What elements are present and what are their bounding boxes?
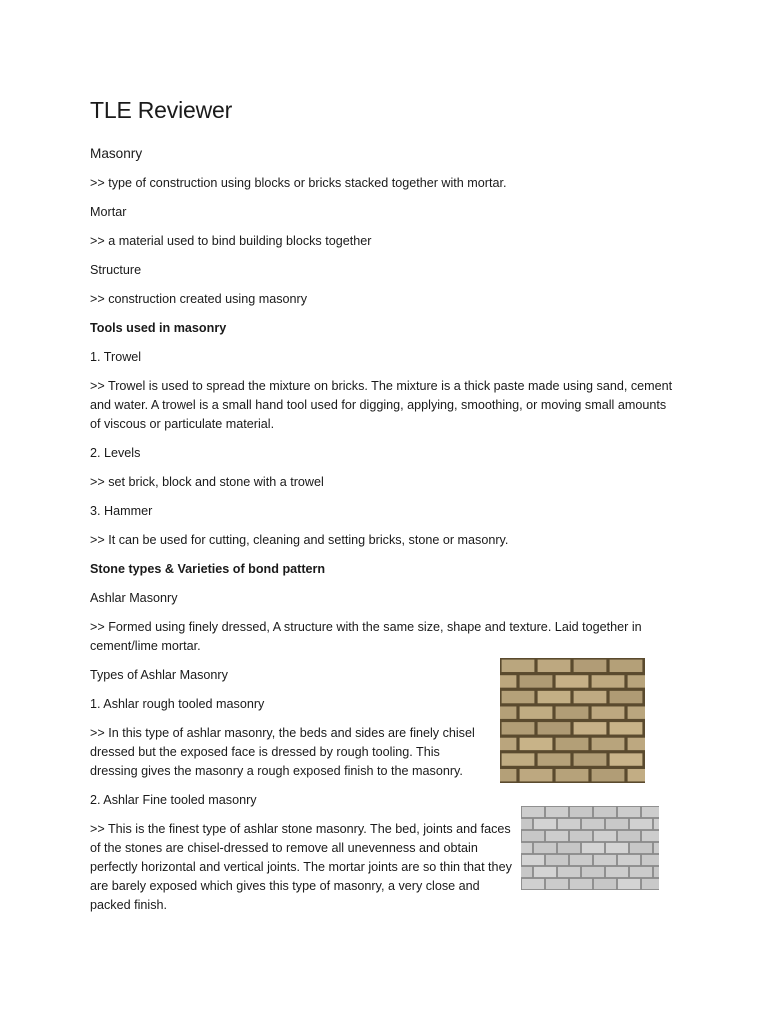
tools-heading: Tools used in masonry bbox=[90, 321, 227, 335]
structure-definition: >> construction created using masonry bbox=[90, 292, 308, 306]
tool-label: 1. Trowel bbox=[90, 350, 142, 364]
tool-description: >> It can be used for cutting, cleaning and setting bricks, stone or masonry. bbox=[90, 533, 509, 547]
masonry-term: Masonry bbox=[90, 146, 143, 161]
mortar-term: Mortar bbox=[90, 205, 127, 219]
stone-types-heading: Stone types & Varieties of bond pattern bbox=[90, 562, 326, 576]
structure-term: Structure bbox=[90, 263, 142, 277]
ashlar-fine-masonry-image bbox=[521, 806, 659, 890]
fine-stone-wall-graphic bbox=[521, 806, 659, 890]
ashlar-types-label: Types of Ashlar Masonry bbox=[90, 668, 228, 682]
tool-description: >> Trowel is used to spread the mixture on bricks. The mixture is a thick paste made using sand, cement and water. A trowel is a small hand tool used for digging, applying, smoothing, or moving small amounts of viscous or particulate material. bbox=[90, 379, 673, 431]
document-page bbox=[90, 92, 680, 925]
ashlar-term: Ashlar Masonry bbox=[90, 591, 178, 605]
document-title: TLE Reviewer bbox=[90, 97, 233, 123]
ashlar-type-description: >> This is the finest type of ashlar stone masonry. The bed, joints and faces of the stones are chisel-dressed to remove all unevenness and obtain perfectly horizontal and vertical joints. The mortar joints are so thin that they are barely exposed which gives this type of masonry, a very close and packed finish. bbox=[90, 822, 512, 912]
ashlar-type-label: 2. Ashlar Fine tooled masonry bbox=[90, 793, 257, 807]
ashlar-rough-masonry-image bbox=[500, 658, 645, 783]
rough-stone-wall-graphic bbox=[500, 658, 645, 783]
mortar-definition: >> a material used to bind building blocks together bbox=[90, 234, 372, 248]
ashlar-type-description: >> In this type of ashlar masonry, the beds and sides are finely chisel dressed but the exposed face is dressed by rough tooling. This dressing gives the masonry a rough exposed finish to the masonry. bbox=[90, 726, 475, 778]
tool-description: >> set brick, block and stone with a trowel bbox=[90, 475, 324, 489]
tool-label: 2. Levels bbox=[90, 446, 141, 460]
ashlar-definition: >> Formed using finely dressed, A structure with the same size, shape and texture. Laid together in cement/lime mortar. bbox=[90, 620, 642, 653]
tool-label: 3. Hammer bbox=[90, 504, 153, 518]
masonry-definition: >> type of construction using blocks or bricks stacked together with mortar. bbox=[90, 176, 507, 190]
ashlar-type-label: 1. Ashlar rough tooled masonry bbox=[90, 697, 265, 711]
